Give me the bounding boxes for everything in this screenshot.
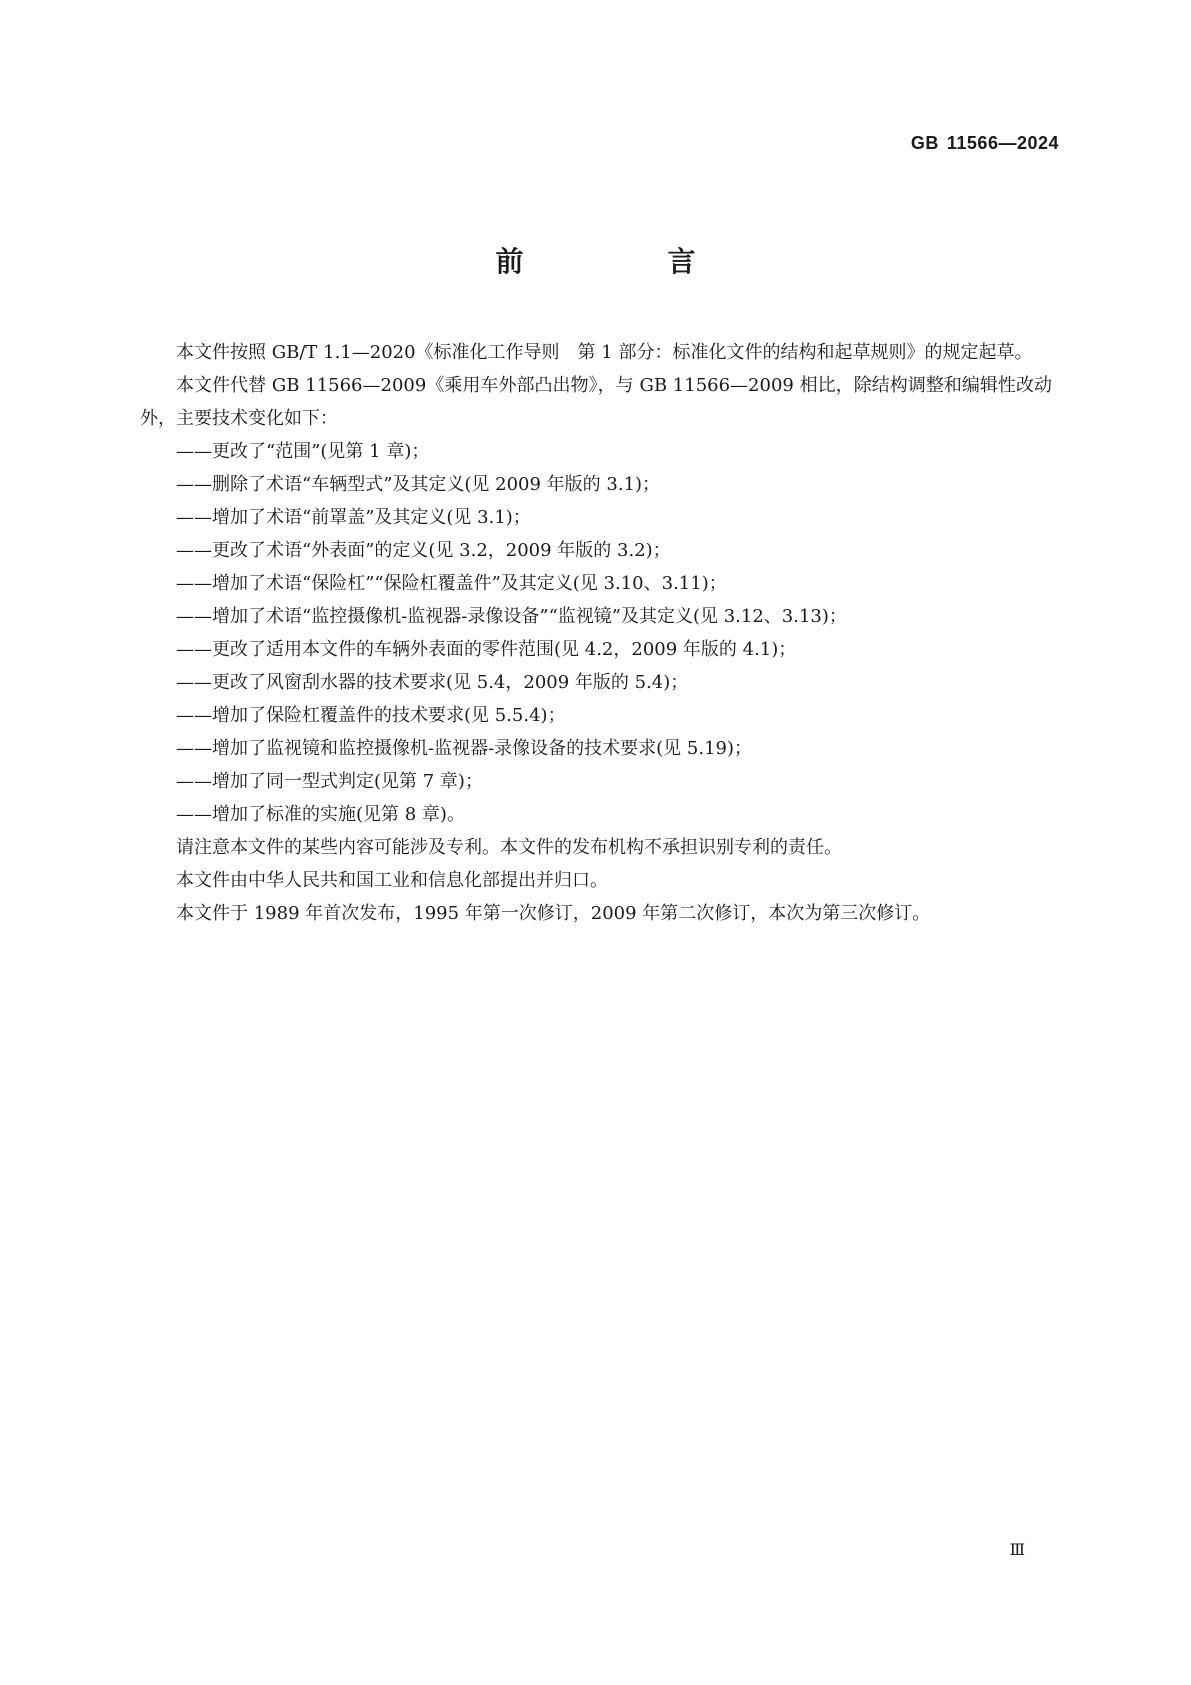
list-item: ——删除了术语“车辆型式”及其定义(见 2009 年版的 3.1)； xyxy=(176,474,661,495)
list-item: ——更改了适用本文件的车辆外表面的零件范围(见 4.2，2009 年版的 4.1)； xyxy=(176,639,797,660)
list-item: ——增加了术语“保险杠”“保险杠覆盖件”及其定义(见 3.10、3.11)； xyxy=(176,573,727,594)
list-item: ——增加了术语“监控摄像机-监视器-录像设备”“监视镜”及其定义(见 3.12、3.13)； xyxy=(176,606,847,627)
list-item: ——更改了风窗刮水器的技术要求(见 5.4，2009 年版的 5.4)； xyxy=(176,672,689,693)
intro-paragraph: 本文件按照 GB/T 1.1—2020《标准化工作导则 第 1 部分：标准化文件的结构和起草规则》的规定起草。 xyxy=(176,342,1033,363)
list-item: ——增加了术语“前罩盖”及其定义(见 3.1)； xyxy=(176,507,531,528)
closing-paragraph: 本文件由中华人民共和国工业和信息化部提出并归口。 xyxy=(176,870,608,891)
list-item: ——增加了同一型式判定(见第 7 章)； xyxy=(176,771,483,792)
list-item: ——增加了保险杠覆盖件的技术要求(见 5.5.4)； xyxy=(176,705,566,726)
foreword-body xyxy=(140,336,1052,930)
closing-paragraph: 本文件于 1989 年首次发布，1995 年第一次修订，2009 年第二次修订，本次为第三次修订。 xyxy=(176,903,931,924)
list-item: ——增加了监视镜和监控摄像机-监视器-录像设备的技术要求(见 5.19)； xyxy=(176,738,753,759)
list-item: ——更改了“范围”(见第 1 章)； xyxy=(176,441,430,462)
list-item: ——增加了标准的实施(见第 8 章)。 xyxy=(176,804,465,825)
page-title: 前 言 xyxy=(495,245,754,278)
closing-paragraph: 请注意本文件的某些内容可能涉及专利。本文件的发布机构不承担识别专利的责任。 xyxy=(176,837,842,858)
intro-paragraph: 本文件代替 GB 11566—2009《乘用车外部凸出物》，与 GB 11566—2009 相比，除结构调整和编辑性改动外，主要技术变化如下： xyxy=(140,375,1052,429)
list-item: ——更改了术语“外表面”的定义(见 3.2，2009 年版的 3.2)； xyxy=(176,540,671,561)
standard-code: GB xyxy=(910,133,939,153)
changes-list xyxy=(140,435,1052,831)
page-number: Ⅲ xyxy=(1009,1540,1025,1559)
standard-number-value: 11566—2024 xyxy=(946,133,1059,153)
standard-number xyxy=(911,133,1059,154)
